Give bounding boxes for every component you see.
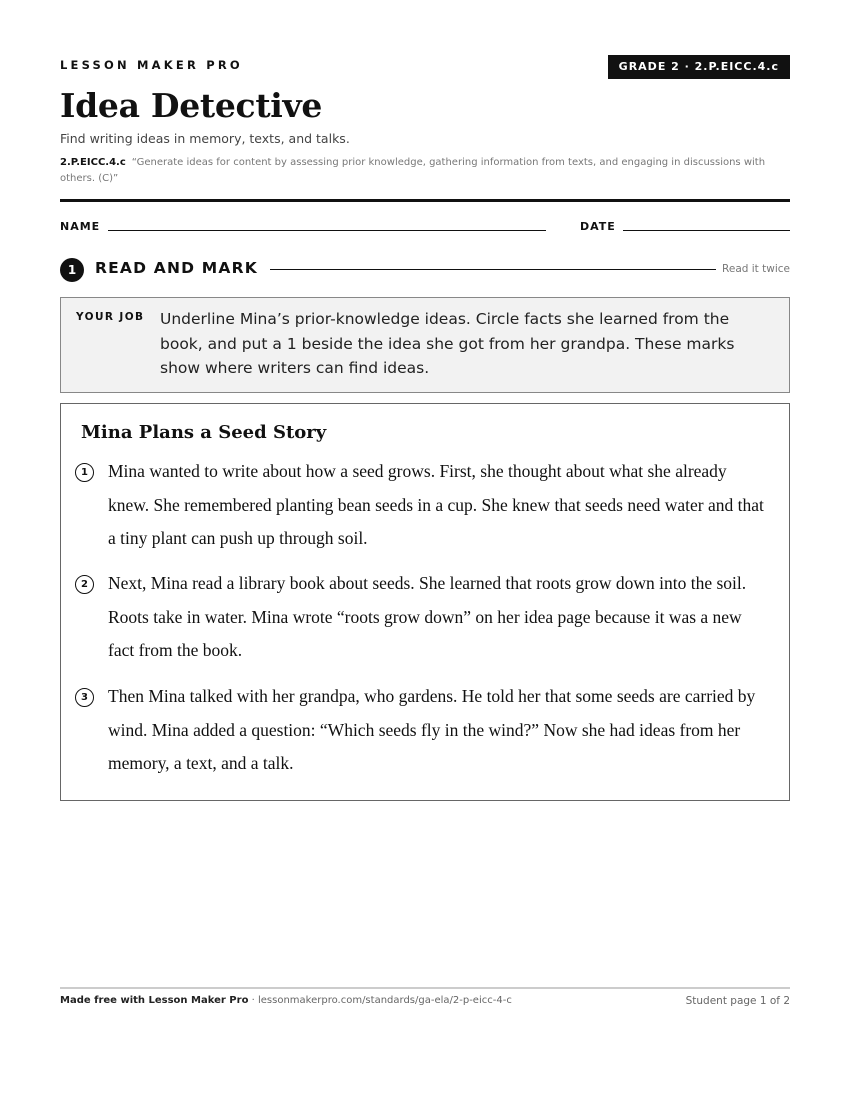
story-title: Mina Plans a Seed Story — [81, 422, 327, 443]
paragraph-text-3: Then Mina talked with her grandpa, who gardens. He told her that some seeds are carried by wind. Mina added a question: “Which seeds fly in the wind?” Now she had ideas from her memory, a text, and a talk. — [108, 686, 756, 773]
name-label: NAME — [60, 220, 101, 233]
header-divider — [60, 199, 790, 202]
worksheet-title: Idea Detective — [60, 86, 323, 125]
standard-code: 2.P.EICC.4.c — [60, 157, 126, 168]
paragraph-number-3: 3 — [75, 688, 94, 707]
paragraph-text-1: Mina wanted to write about how a seed grows. First, she thought about what she already knew. She remembered planting bean seeds in a cup. She knew that seeds need water and that a tiny plant can push up through soil. — [108, 461, 764, 548]
footer-credit — [60, 995, 512, 1006]
name-line[interactable] — [108, 230, 546, 231]
your-job-box — [60, 297, 790, 393]
section-rule — [270, 269, 716, 270]
standard-description — [60, 155, 790, 187]
date-label: DATE — [580, 220, 616, 233]
grade-standard-badge: GRADE 2 · 2.P.EICC.4.c — [608, 55, 790, 79]
date-line[interactable] — [623, 230, 790, 231]
worksheet-subtitle: Find writing ideas in memory, texts, and talks. — [60, 131, 350, 146]
paragraph-number-2: 2 — [75, 575, 94, 594]
footer-page-number: Student page 1 of 2 — [685, 995, 790, 1007]
your-job-label: YOUR JOB — [76, 311, 145, 323]
section-number-badge: 1 — [60, 258, 84, 282]
section-note: Read it twice — [722, 263, 790, 275]
footer-divider — [60, 987, 790, 989]
paragraph-text-2: Next, Mina read a library book about seeds. She learned that roots grow down into the soil. Roots take in water. Mina wrote “roots grow down” on her idea page because it was a new fact from the book. — [108, 573, 747, 660]
footer-url[interactable]: · lessonmakerpro.com/standards/ga-ela/2-p-eicc-4-c — [248, 995, 512, 1006]
your-job-instructions: Underline Mina’s prior-knowledge ideas. Circle facts she learned from the book, and put a 1 beside the idea she got from her grandpa. These marks show where writers can find ideas. — [160, 310, 735, 377]
footer-made-with: Made free with Lesson Maker Pro — [60, 995, 249, 1006]
brand-name: LESSON MAKER PRO — [60, 58, 243, 72]
story-box — [60, 403, 790, 801]
paragraph-number-1: 1 — [75, 463, 94, 482]
standard-text: “Generate ideas for content by assessing prior knowledge, gathering information from texts, and engaging in discussions with others. (C)” — [60, 157, 766, 184]
name-date-row — [60, 220, 790, 236]
worksheet-page — [60, 0, 790, 1100]
section-title: READ AND MARK — [95, 259, 258, 277]
